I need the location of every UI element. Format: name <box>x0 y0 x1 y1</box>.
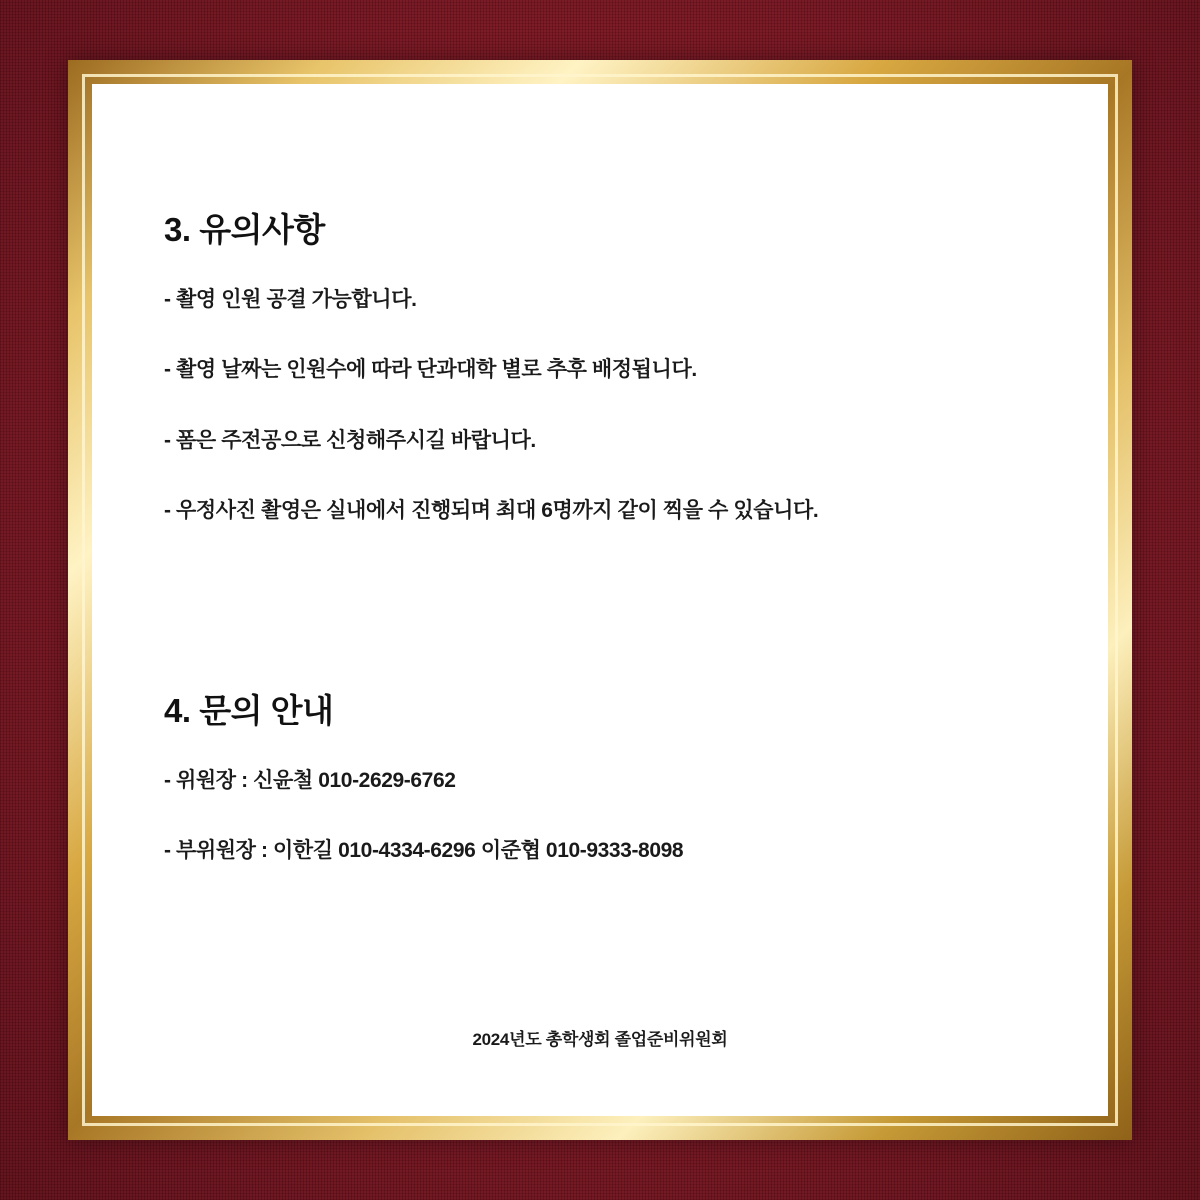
section-spacer <box>164 567 1052 685</box>
list-item: - 우정사진 촬영은 실내에서 진행되며 최대 6명까지 같이 찍을 수 있습니다. <box>164 499 819 523</box>
gold-border-frame <box>68 60 1132 1140</box>
list-item: - 촬영 인원 공결 가능합니다. <box>164 288 417 311</box>
list-item: - 위원장 : 신윤철 010-2629-6762 <box>164 768 456 792</box>
list-item: - 촬영 날짜는 인원수에 따라 단과대학 별로 추후 배정됩니다. <box>164 358 697 382</box>
content-area <box>164 204 1052 1116</box>
footer-organization: 2024년도 총학생회 졸업준비위원회 <box>472 1030 728 1049</box>
list-item: - 부위원장 : 이한길 010-4334-6296 이준협 010-9333-8098 <box>164 839 684 863</box>
section-title-notice: 3. 유의사항 <box>164 211 325 248</box>
paper-card <box>92 84 1108 1116</box>
section-title-contact: 4. 문의 안내 <box>164 691 334 729</box>
list-item: - 폼은 주전공으로 신청해주시길 바랍니다. <box>164 428 536 452</box>
